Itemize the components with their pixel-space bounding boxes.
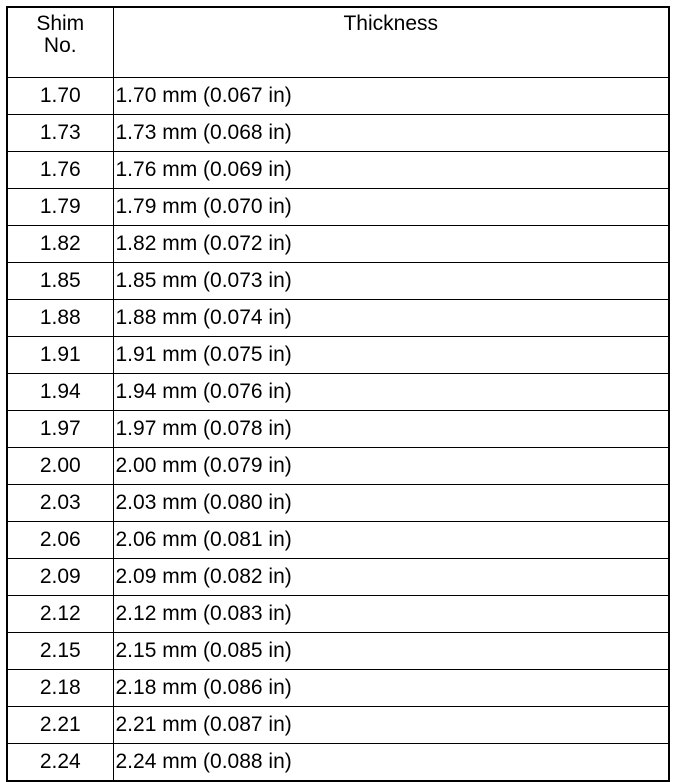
table-row <box>7 300 669 337</box>
shim-no-cell: 2.00 <box>7 448 113 485</box>
table-row <box>7 115 669 152</box>
table-row <box>7 374 669 411</box>
thickness-cell: 1.91 mm (0.075 in) <box>113 337 669 374</box>
table-row <box>7 559 669 596</box>
thickness-cell: 2.03 mm (0.080 in) <box>113 485 669 522</box>
shim-no-cell: 2.24 <box>7 744 113 782</box>
thickness-cell: 1.76 mm (0.069 in) <box>113 152 669 189</box>
header-shim-no <box>7 7 113 78</box>
thickness-cell: 1.88 mm (0.074 in) <box>113 300 669 337</box>
thickness-cell: 2.15 mm (0.085 in) <box>113 633 669 670</box>
table-row <box>7 633 669 670</box>
thickness-cell: 1.94 mm (0.076 in) <box>113 374 669 411</box>
thickness-cell: 1.70 mm (0.067 in) <box>113 78 669 115</box>
thickness-cell: 2.18 mm (0.086 in) <box>113 670 669 707</box>
thickness-cell: 1.79 mm (0.070 in) <box>113 189 669 226</box>
thickness-cell: 2.21 mm (0.087 in) <box>113 707 669 744</box>
shim-no-cell: 1.97 <box>7 411 113 448</box>
table-body <box>7 78 669 782</box>
shim-no-cell: 2.12 <box>7 596 113 633</box>
table-row <box>7 670 669 707</box>
shim-no-cell: 2.06 <box>7 522 113 559</box>
table-header <box>7 7 669 78</box>
thickness-cell: 2.24 mm (0.088 in) <box>113 744 669 782</box>
table-row <box>7 263 669 300</box>
shim-no-cell: 2.21 <box>7 707 113 744</box>
thickness-cell: 1.73 mm (0.068 in) <box>113 115 669 152</box>
header-thickness: Thickness <box>113 7 669 78</box>
shim-no-cell: 2.15 <box>7 633 113 670</box>
shim-no-cell: 1.91 <box>7 337 113 374</box>
shim-no-cell: 1.79 <box>7 189 113 226</box>
shim-no-cell: 1.94 <box>7 374 113 411</box>
thickness-cell: 1.85 mm (0.073 in) <box>113 263 669 300</box>
table-row <box>7 485 669 522</box>
thickness-cell: 1.97 mm (0.078 in) <box>113 411 669 448</box>
shim-no-cell: 1.70 <box>7 78 113 115</box>
shim-no-cell: 2.03 <box>7 485 113 522</box>
header-shim-no-line1: Shim <box>36 12 85 35</box>
shim-no-cell: 2.18 <box>7 670 113 707</box>
table-row <box>7 522 669 559</box>
table-row <box>7 78 669 115</box>
thickness-cell: 2.00 mm (0.079 in) <box>113 448 669 485</box>
shim-table <box>6 6 670 782</box>
table-row <box>7 152 669 189</box>
table-row <box>7 744 669 782</box>
shim-no-cell: 1.88 <box>7 300 113 337</box>
thickness-cell: 2.06 mm (0.081 in) <box>113 522 669 559</box>
header-row <box>7 7 669 78</box>
table-row <box>7 448 669 485</box>
shim-no-cell: 1.85 <box>7 263 113 300</box>
table-row <box>7 226 669 263</box>
thickness-cell: 1.82 mm (0.072 in) <box>113 226 669 263</box>
shim-no-cell: 2.09 <box>7 559 113 596</box>
shim-no-cell: 1.73 <box>7 115 113 152</box>
shim-no-cell: 1.76 <box>7 152 113 189</box>
table-row <box>7 596 669 633</box>
thickness-cell: 2.09 mm (0.082 in) <box>113 559 669 596</box>
table-row <box>7 337 669 374</box>
table-row <box>7 707 669 744</box>
header-shim-no-line2: No. <box>43 34 77 57</box>
table-row <box>7 411 669 448</box>
shim-no-cell: 1.82 <box>7 226 113 263</box>
table-row <box>7 189 669 226</box>
thickness-cell: 2.12 mm (0.083 in) <box>113 596 669 633</box>
